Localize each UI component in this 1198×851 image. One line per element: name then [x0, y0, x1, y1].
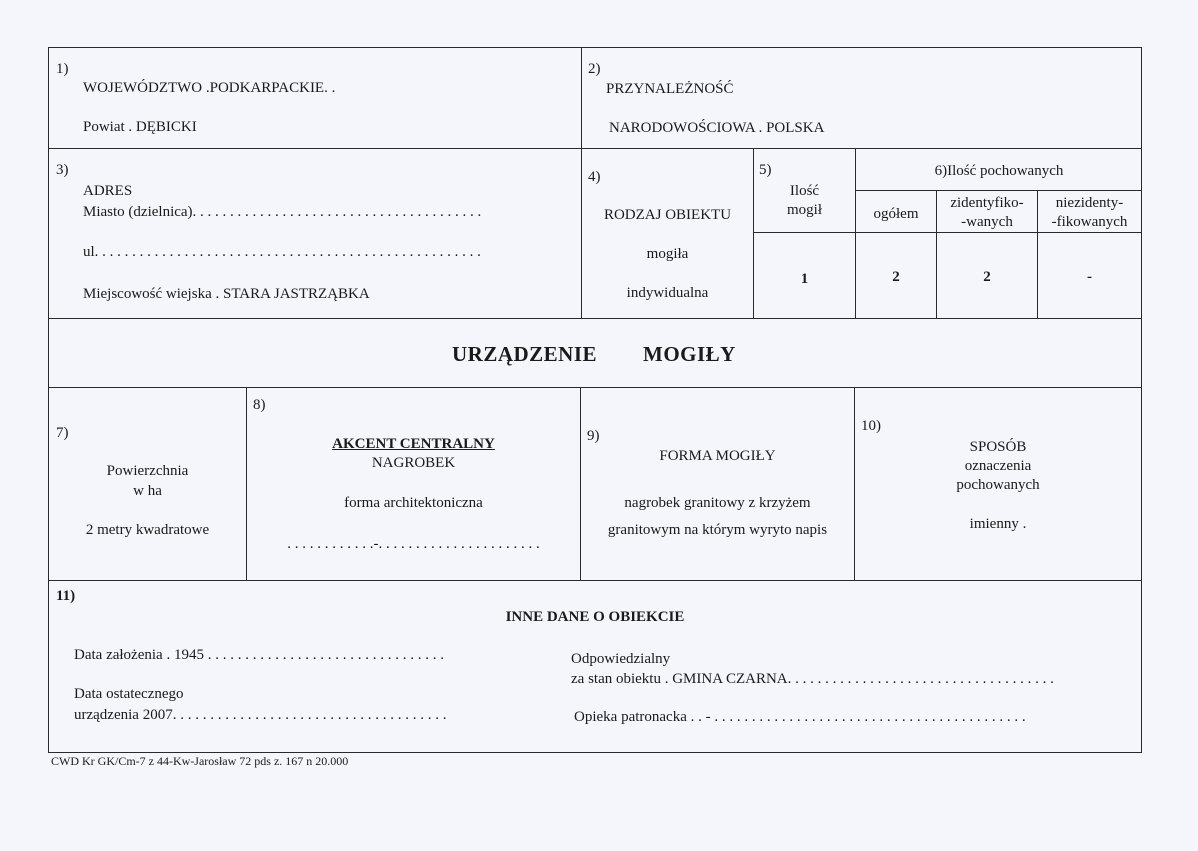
heading-urzadzenie: URZĄDZENIE: [452, 342, 598, 366]
final-setup-label: Data ostatecznego: [74, 686, 184, 702]
grave-form-value-2: granitowym na którym wyryto napis: [607, 522, 828, 538]
s10-number: 10): [861, 418, 881, 434]
buried-unidentified-value: -: [1087, 269, 1092, 285]
grave-form-label: FORMA MOGIŁY: [659, 448, 776, 464]
responsible-field: za stan obiektu . GMINA CZARNA. . . . . . . . . . . . . . . . . . . . . . . . . . . . . . . . . . . .: [571, 671, 1054, 687]
central-accent-subtitle: NAGROBEK: [371, 455, 456, 471]
nationality-label: PRZYNALEŻNOŚĆ: [606, 81, 734, 97]
central-accent-dots: . . . . . . . . . . . .-. . . . . . . . . . . . . . . . . . . . . .: [287, 536, 540, 552]
marking-label-1: SPOSÓB: [969, 439, 1027, 455]
founding-date-field: Data założenia . 1945 . . . . . . . . . . . . . . . . . . . . . . . . . . . . . . . .: [74, 647, 444, 663]
object-type-value-1: mogiła: [646, 246, 689, 262]
form-footer-code: CWD Kr GK/Cm-7 z 44-Kw-Jarosław 72 pds z. 167 n 20.000: [51, 754, 349, 768]
central-accent-value: forma architektoniczna: [344, 495, 483, 511]
county-field: Powiat . DĘBICKI: [83, 119, 197, 135]
object-type-value-2: indywidualna: [626, 285, 709, 301]
area-value: 2 metry kwadratowe: [85, 522, 210, 538]
voivodeship-field: WOJEWÓDZTWO .PODKARPACKIE. .: [83, 80, 336, 96]
s8-number: 8): [253, 397, 266, 413]
village-field: Miejscowość wiejska . STARA JASTRZĄBKA: [83, 286, 370, 302]
divider-s6-title: [855, 190, 1142, 191]
s1-number: 1): [56, 61, 69, 77]
divider-row3: [48, 580, 1142, 581]
responsible-label: Odpowiedzialny: [571, 651, 671, 667]
border-right: [1141, 47, 1142, 753]
graves-count-value: 1: [800, 271, 809, 287]
buried-count-title: 6)Ilość pochowanych: [934, 163, 1064, 179]
city-field: Miasto (dzielnica). . . . . . . . . . . . . . . . . . . . . . . . . . . . . . . . . . . . . . .: [83, 204, 482, 220]
s5-number: 5): [759, 162, 772, 178]
grave-form-value-1: nagrobek granitowy z krzyżem: [624, 495, 811, 511]
graves-count-label-2: mogił: [786, 202, 822, 218]
buried-identified-header-1: zidentyfiko-: [950, 195, 1024, 211]
border-top: [48, 47, 1142, 48]
buried-identified-value: 2: [983, 269, 991, 285]
buried-total-value: 2: [892, 269, 900, 285]
marking-value: imienny .: [969, 516, 1027, 532]
divider-s4-s5: [753, 148, 754, 319]
s9-number: 9): [587, 428, 600, 444]
address-label: ADRES: [83, 183, 133, 199]
central-accent-title: AKCENT CENTRALNY: [332, 436, 495, 452]
object-type-label: RODZAJ OBIEKTU: [603, 207, 732, 223]
buried-unidentified-header-1: niezidenty-: [1055, 195, 1124, 211]
buried-identified-header-2: -wanych: [961, 214, 1013, 230]
nationality-field: NARODOWOŚCIOWA . POLSKA: [609, 120, 825, 136]
final-setup-field: urządzenia 2007. . . . . . . . . . . . . . . . . . . . . . . . . . . . . . . . . . . . .: [74, 707, 447, 723]
divider-heading: [48, 387, 1142, 388]
marking-label-3: pochowanych: [956, 477, 1040, 493]
s4-number: 4): [588, 169, 601, 185]
border-left: [48, 47, 49, 753]
buried-total-header: ogółem: [873, 206, 919, 222]
other-data-title: INNE DANE O OBIEKCIE: [505, 609, 685, 625]
marking-label-2: oznaczenia: [964, 458, 1032, 474]
area-label-1: Powierzchnia: [106, 463, 189, 479]
divider-s1-s2: [581, 47, 582, 149]
graves-count-label-1: Ilość: [789, 183, 820, 199]
s2-number: 2): [588, 61, 601, 77]
s11-number: 11): [56, 588, 76, 604]
divider-s5-s6-values: [753, 232, 1142, 233]
area-label-2: w ha: [133, 483, 162, 499]
street-field: ul. . . . . . . . . . . . . . . . . . . . . . . . . . . . . . . . . . . . . . . . . . . . . . . . . . . .: [83, 244, 481, 260]
divider-s8-s9: [580, 387, 581, 581]
divider-row1: [48, 148, 1142, 149]
buried-unidentified-header-2: -fikowanych: [1051, 214, 1128, 230]
s3-number: 3): [56, 162, 69, 178]
heading-mogily: MOGIŁY: [643, 342, 736, 366]
s7-number: 7): [56, 425, 69, 441]
patronage-field: Opieka patronacka . . - . . . . . . . . . . . . . . . . . . . . . . . . . . . . . . . . . . . . . . . . . .: [574, 709, 1026, 725]
divider-row2: [48, 318, 1142, 319]
